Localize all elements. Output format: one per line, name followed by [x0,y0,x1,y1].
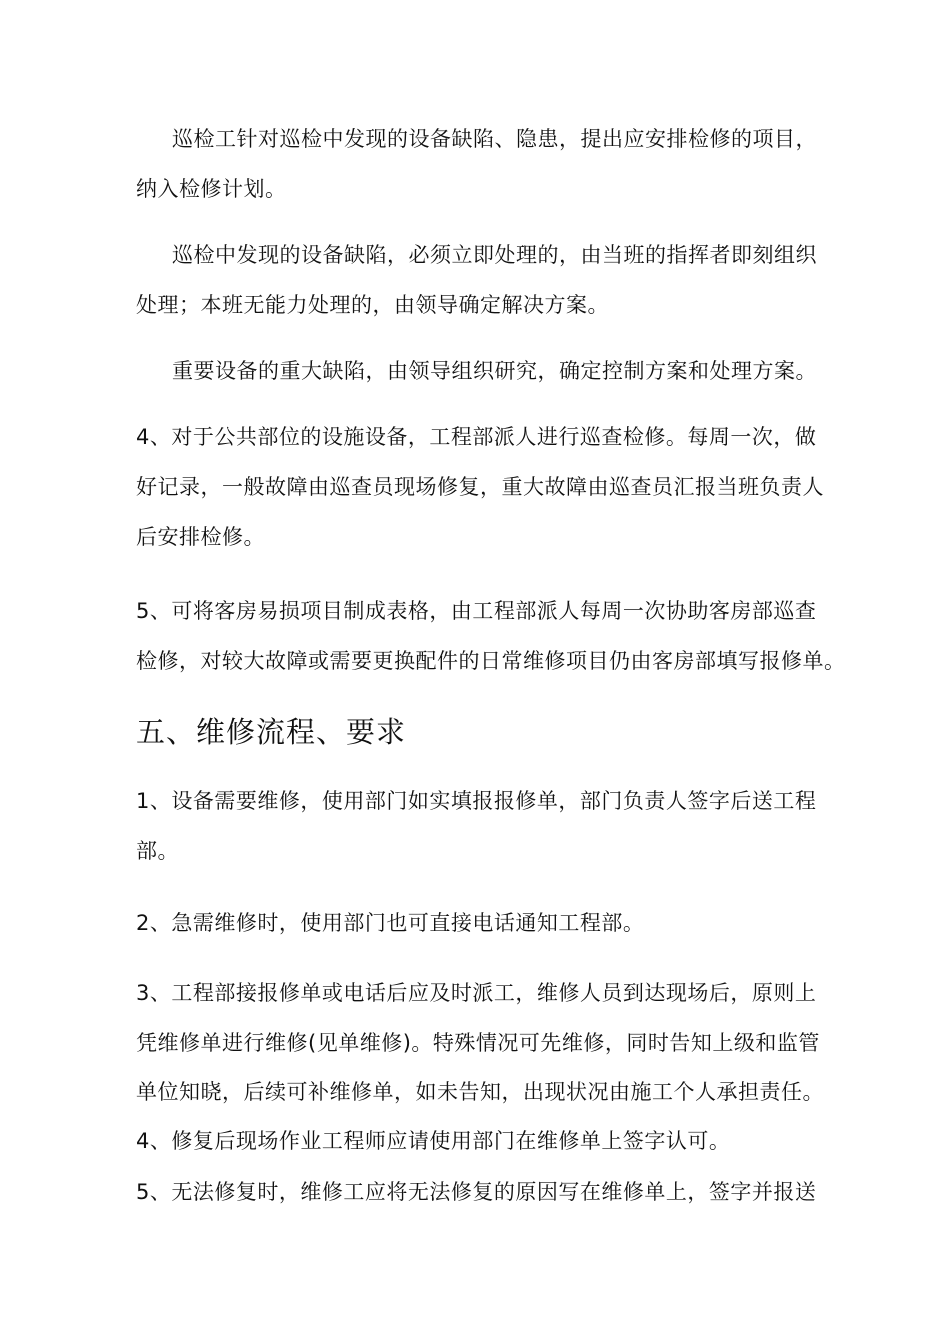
para1-line1: 巡检工针对巡检中发现的设备缺陷、隐患，提出应安排检修的项目， [172,127,817,151]
step3-line2: 凭维修单进行维修(见单维修)。特殊情况可先维修，同时告知上级和监管 [136,1031,820,1055]
section-heading: 五、维修流程、要求 [136,715,407,749]
para3-line1: 重要设备的重大缺陷，由领导组织研究，确定控制方案和处理方案。 [172,359,817,383]
para1-line2: 纳入检修计划。 [136,177,287,201]
step2-line1: 2、急需维修时，使用部门也可直接电话通知工程部。 [136,911,645,935]
step1-line2: 部。 [136,839,179,863]
step3-line1: 3、工程部接报修单或电话后应及时派工，维修人员到达现场后，原则上 [136,981,817,1005]
step3-line3: 单位知晓，后续可补维修单，如未告知，出现状况由施工个人承担责任。 [136,1080,824,1104]
item4-line3: 后安排检修。 [136,525,265,549]
step4-line1: 4、修复后现场作业工程师应请使用部门在维修单上签字认可。 [136,1129,731,1153]
item4-line1: 4、对于公共部位的设施设备，工程部派人进行巡查检修。每周一次，做 [136,425,817,449]
para2-line1: 巡检中发现的设备缺陷，必须立即处理的，由当班的指挥者即刻组织 [172,243,817,267]
para2-line2: 处理；本班无能力处理的，由领导确定解决方案。 [136,293,609,317]
item5-line2: 检修，对较大故障或需要更换配件的日常维修项目仍由客房部填写报修单。 [136,649,846,673]
step1-line1: 1、设备需要维修，使用部门如实填报报修单，部门负责人签字后送工程 [136,789,817,813]
step5-line1: 5、无法修复时，维修工应将无法修复的原因写在维修单上，签字并报送 [136,1180,817,1204]
item5-line1: 5、可将客房易损项目制成表格，由工程部派人每周一次协助客房部巡查 [136,599,817,623]
item4-line2: 好记录，一般故障由巡查员现场修复，重大故障由巡查员汇报当班负责人 [136,475,824,499]
